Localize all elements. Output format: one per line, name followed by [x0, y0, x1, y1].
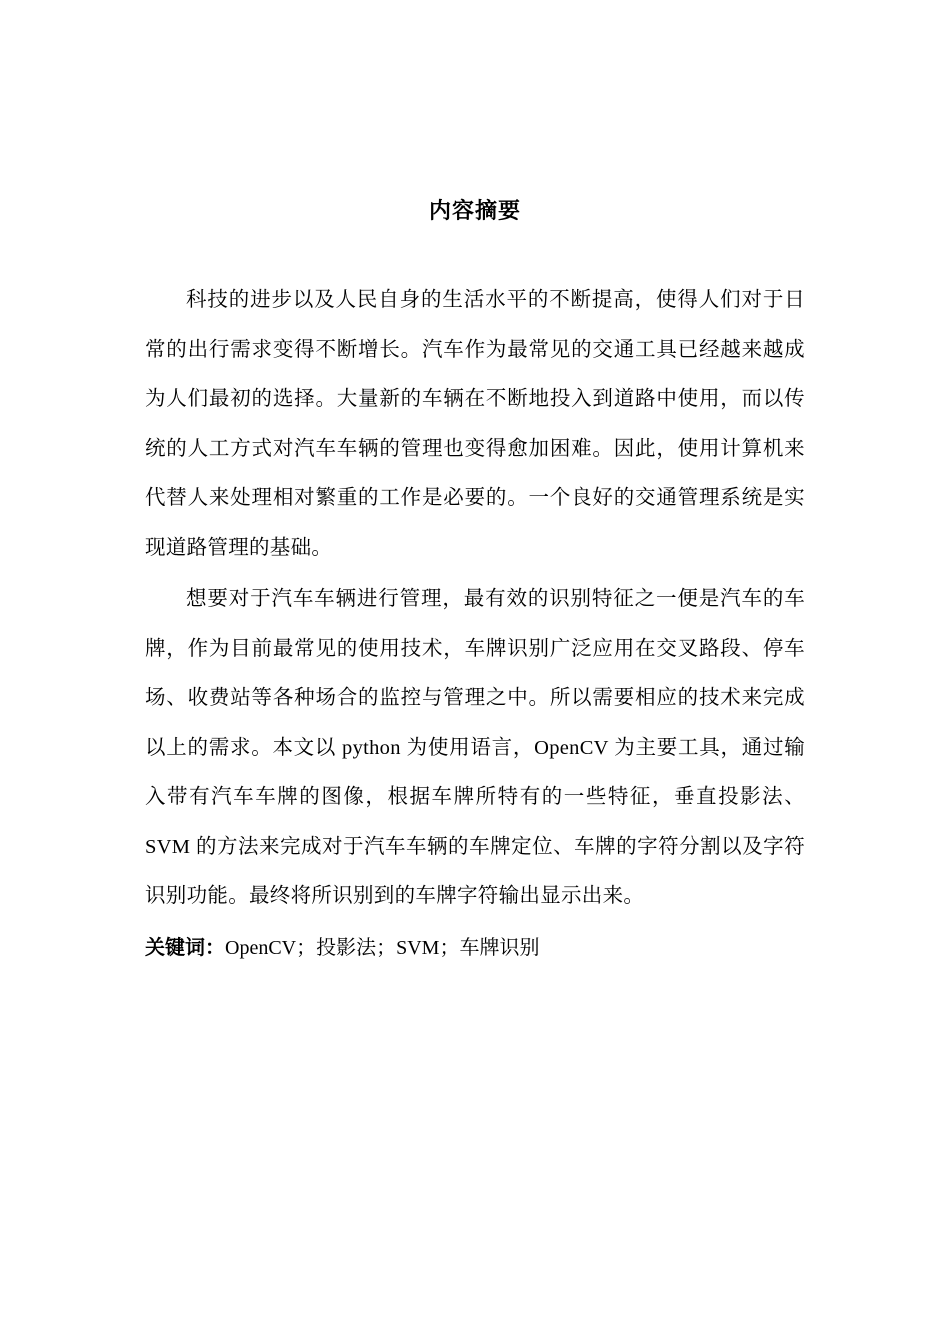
keywords-value: OpenCV；投影法；SVM；车牌识别 [225, 936, 540, 959]
keywords-line [145, 924, 805, 971]
abstract-paragraph-2: 想要对于汽车车辆进行管理，最有效的识别特征之一便是汽车的车牌，作为目前最常见的使用技术，车牌识别广泛应用在交叉路段、停车场、收费站等各种场合的监控与管理之中。所以需要相应的技术来完成以上的需求。本文以 python 为使用语言，OpenCV 为主要工具，通过输入带有汽车车牌的图像，根据车牌所特有的一些特征，垂直投影法、SVM 的方法来完成对于汽车车辆的车牌定位、车牌的字符分割以及字符识别功能。最终将所识别到的车牌字符输出显示出来。 [145, 588, 805, 907]
abstract-body [145, 276, 805, 971]
abstract-paragraph-1: 科技的进步以及人民自身的生活水平的不断提高，使得人们对于日常的出行需求变得不断增长。汽车作为最常见的交通工具已经越来越成为人们最初的选择。大量新的车辆在不断地投入到道路中使用，而以传统的人工方式对汽车车辆的管理也变得愈加困难。因此，使用计算机来代替人来处理相对繁重的工作是必要的。一个良好的交通管理系统是实现道路管理的基础。 [145, 289, 805, 559]
abstract-title: 内容摘要 [428, 199, 521, 224]
keywords-label: 关键词： [145, 934, 225, 959]
